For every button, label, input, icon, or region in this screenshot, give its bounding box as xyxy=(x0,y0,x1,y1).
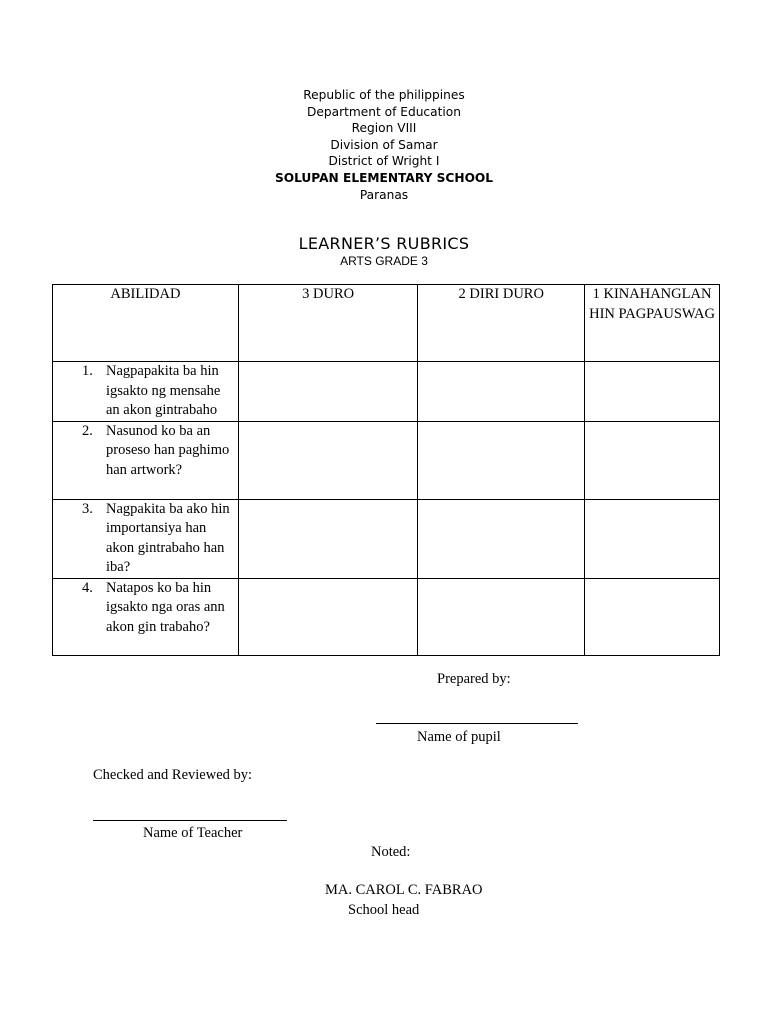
pupil-signature-line[interactable] xyxy=(376,723,578,724)
header-line: Republic of the philippines xyxy=(303,88,465,102)
pupil-name-label: Name of pupil xyxy=(417,729,501,745)
criterion-text: Nagpapakita ba hin igsakto ng mensahe an akon gintrabaho xyxy=(106,363,221,418)
score-cell[interactable] xyxy=(585,578,720,655)
noted-label: Noted: xyxy=(371,844,411,860)
criterion-number: 2. xyxy=(82,422,93,439)
school-name: SOLUPAN ELEMENTARY SCHOOL xyxy=(274,170,494,185)
table-row xyxy=(53,362,720,422)
criterion-text: Natapos ko ba hin igsakto nga oras ann akon gin trabaho? xyxy=(106,579,225,635)
criterion-cell xyxy=(53,362,239,422)
column-header-2-diri-duro: 2 DIRI DURO xyxy=(418,285,585,362)
prepared-by-label: Prepared by: xyxy=(437,671,511,687)
document-header xyxy=(0,87,768,203)
table-row xyxy=(53,499,720,578)
criterion-cell xyxy=(53,578,239,655)
school-head-name: MA. CAROL C. FABRAO xyxy=(325,882,483,898)
score-cell[interactable] xyxy=(418,421,585,499)
criterion-number: 1. xyxy=(82,363,93,379)
teacher-signature-line[interactable] xyxy=(93,820,287,821)
rubric-table xyxy=(52,284,720,656)
score-cell[interactable] xyxy=(238,421,418,499)
score-cell[interactable] xyxy=(585,421,720,499)
column-header-1-kinahanglan: 1 KINAHANGLAN HIN PAGPAUSWAG xyxy=(585,285,720,362)
score-cell[interactable] xyxy=(418,499,585,578)
score-cell[interactable] xyxy=(585,362,720,422)
header-line: Department of Education xyxy=(307,104,461,119)
score-cell[interactable] xyxy=(418,578,585,655)
score-cell[interactable] xyxy=(418,362,585,422)
column-header-3-duro: 3 DURO xyxy=(238,285,418,362)
criterion-text: Nasunod ko ba an proseso han paghimo han artwork? xyxy=(106,422,230,478)
header-line: Region VIII xyxy=(351,121,417,136)
score-cell[interactable] xyxy=(238,362,418,422)
header-line: Division of Samar xyxy=(330,137,438,152)
checked-by-label: Checked and Reviewed by: xyxy=(93,767,253,783)
table-header-row xyxy=(53,285,720,362)
school-head-title: School head xyxy=(348,902,420,918)
criterion-text: Nagpakita ba ako hin importansiya han akon gintrabaho han iba? xyxy=(106,500,230,575)
column-header-abilidad: ABILIDAD xyxy=(53,285,239,362)
table-row xyxy=(53,578,720,655)
school-location: Paranas xyxy=(359,187,409,202)
table-row xyxy=(53,421,720,499)
score-cell[interactable] xyxy=(585,499,720,578)
criterion-cell xyxy=(53,499,239,578)
teacher-name-label: Name of Teacher xyxy=(143,825,243,841)
criterion-number: 3. xyxy=(82,500,93,517)
criterion-cell xyxy=(53,421,239,499)
document-subtitle: ARTS GRADE 3 xyxy=(340,254,428,268)
header-line: District of Wright I xyxy=(328,154,440,169)
score-cell[interactable] xyxy=(238,499,418,578)
criterion-number: 4. xyxy=(82,579,93,596)
document-title: LEARNER’S RUBRICS xyxy=(298,234,470,253)
score-cell[interactable] xyxy=(238,578,418,655)
